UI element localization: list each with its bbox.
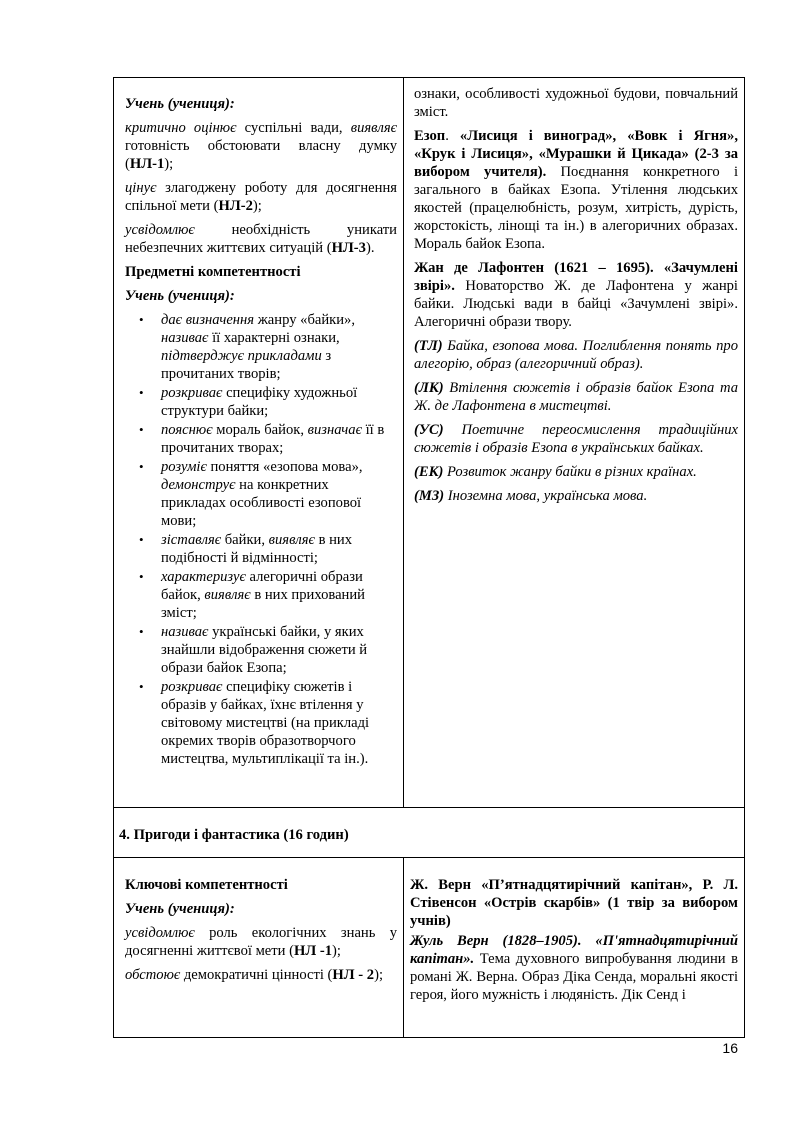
- ezop-paragraph: Езоп. «Лисиця і виноград», «Вовк і Ягня», «Крук і Лисиця», «Мурашки й Цикада» (2-3 за вибором учителя). Поєднання конкретного і загального в байках Езопа. Утілення людських якостей (працелюбність, розум, хитрість, дурість, жорстокість, лінощі та ін.) в алегоричних образах. Мораль байок Езопа.: [414, 128, 739, 252]
- list-item: • пояснює мораль байок, визначає її в прочитаних творах;: [125, 421, 397, 457]
- column-divider-top: [403, 77, 404, 807]
- ukrainian-note: (УС) Поетичне переосмислення традиційних сюжетів і образів Езопа в українських байках.: [414, 422, 738, 456]
- key-competence-item: цінує злагоджену роботу для досягнення спільної мети (НЛ-2);: [125, 180, 397, 214]
- key-competence-item: усвідомлює необхідність уникати небезпечних життєвих ситуацій (НЛ-3).: [125, 222, 397, 256]
- student-label: Учень (учениця):: [125, 901, 235, 917]
- key-competencies-heading: Ключові компетентності: [125, 877, 288, 893]
- theory-note: (ТЛ) Байка, езопова мова. Поглиблення понять про алегорію, образ (алегоричний образ).: [414, 338, 738, 372]
- row-divider-2: [113, 857, 745, 858]
- lafontaine-paragraph: Жан де Лафонтен (1621 – 1695). «Зачумлені звірі». Новаторство Ж. де Лафонтена у жанрі байки. Людські вади в байці «Зачумлені звірі». Алегоричні образи твору.: [414, 260, 738, 330]
- list-item: • характеризує алегоричні образи байок, виявляє в них прихований зміст;: [125, 568, 397, 622]
- section-title: 4. Пригоди і фантастика (16 годин): [119, 827, 349, 843]
- column-divider-bottom: [403, 857, 404, 1038]
- list-item: • зіставляє байки, виявляє в них подібності й відмінності;: [125, 531, 397, 567]
- key-competence-item: усвідомлює роль екологічних знань у досягненні життєвої мети (НЛ -1);: [125, 925, 397, 959]
- key-competence-item: критично оцінює суспільні вади, виявляє готовність обстоювати власну думку (НЛ-1);: [125, 120, 398, 172]
- culture-note: (ЛК) Втілення сюжетів і образів байок Езопа та Ж. де Лафонтена в мистецтві.: [414, 380, 738, 414]
- competencies-cell: [125, 95, 397, 769]
- subject-competencies-heading: Предметні компетентності: [125, 264, 301, 280]
- row-divider-1: [113, 807, 745, 808]
- list-item: • розкриває специфіку художньої структури байки;: [125, 384, 397, 420]
- student-label: Учень (учениця):: [125, 96, 235, 112]
- culture-studies-note: (ЕК) Розвиток жанру байки в різних країнах.: [414, 464, 697, 480]
- list-item: • дає визначення жанру «байки», називає її характерні ознаки, підтверджує прикладами з прочитаних творів;: [125, 311, 397, 383]
- verne-paragraph: Жуль Верн (1828–1905). «П'ятнадцятирічний капітан». Тема духовного випробування людини в романі Ж. Верна. Образ Діка Сенда, моральні якості героя, його мужність і людяність. Дік Сенд і: [410, 933, 738, 1003]
- key-competencies-cell: [125, 876, 397, 990]
- adventure-content-cell: [410, 876, 738, 1010]
- list-item: • називає українські байки, у яких знайшли відображення сюжети й образи байок Езопа;: [125, 623, 397, 677]
- works-heading: Ж. Верн «П’ятнадцятирічний капітан», Р. Л. Стівенсон «Острів скарбів» (1 твір за вибором учнів): [410, 877, 738, 929]
- list-item: • розуміє поняття «езопова мова», демонструє на конкретних прикладах особливості езопової мови;: [125, 458, 397, 530]
- list-item: • розкриває специфіку сюжетів і образів у байках, їхнє втілення у світовому мистецтві (на прикладі окремих творів образотворчого мистецтва, мультиплікації та ін.).: [125, 678, 397, 768]
- page-number: 16: [722, 1040, 738, 1056]
- content-paragraph: ознаки, особливості художньої будови, повчальний зміст.: [414, 86, 738, 120]
- outcomes-list: [125, 311, 397, 768]
- key-competence-item: обстоює демократичні цінності (НЛ - 2);: [125, 967, 384, 983]
- interdisciplinary-note: (МЗ) Іноземна мова, українська мова.: [414, 488, 648, 504]
- content-cell: [414, 85, 738, 511]
- student-label: Учень (учениця):: [125, 288, 235, 304]
